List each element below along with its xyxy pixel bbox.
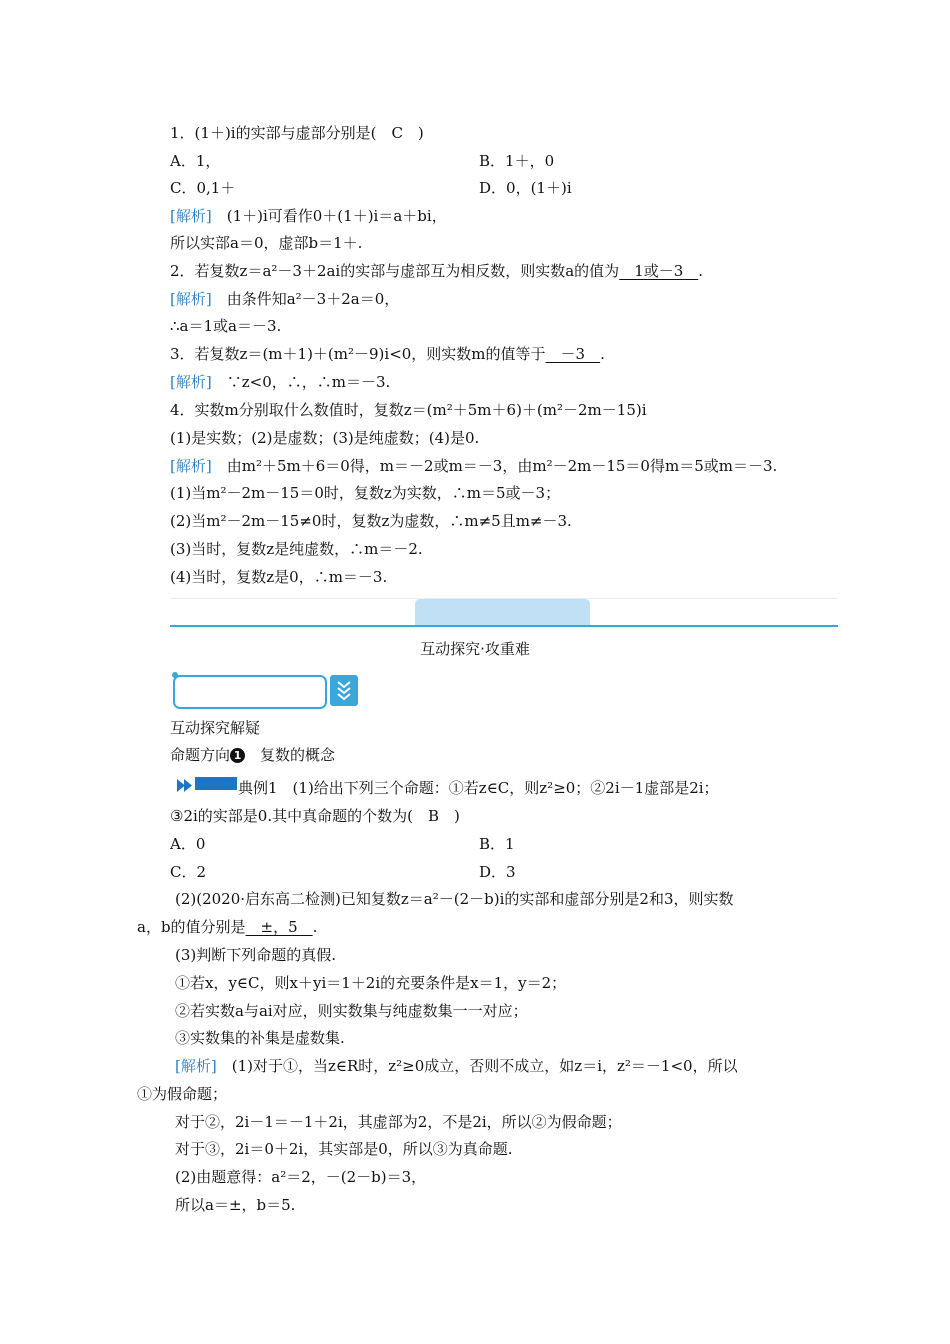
q4-stem: 4．实数m分别取什么数值时，复数z＝(m²＋5m＋6)＋(m²－2m－15)i [170, 401, 647, 419]
example-part-3-item-1: ①若x，y∈C，则x＋yi＝1＋2i的充要条件是x＝1，y＝2； [175, 974, 567, 992]
q3-stem [170, 344, 605, 364]
example-part-2-end: . [312, 918, 318, 936]
direction-label: 命题方向 [170, 746, 231, 764]
example-part-3-item-3: ③实数集的补集是虚数集. [175, 1029, 345, 1047]
example-solution-line-3: 对于②，2i－1＝－1＋2i，其虚部为2，不是2i，所以②为假命题； [175, 1113, 622, 1131]
q2-answer: 1或－3 [619, 262, 699, 280]
q2-solution-line-1 [170, 289, 399, 309]
analysis-tag: [解析] [170, 290, 212, 308]
section-divider [170, 625, 838, 627]
example-solution-line-6: 所以a＝±，b＝5. [175, 1196, 296, 1214]
example-line-2: ③2i的实部是0.其中真命题的个数为( B ) [170, 807, 460, 825]
section-tab [415, 599, 590, 625]
double-chevron-down-icon [330, 675, 358, 706]
section-title: 互动探究·攻重难 [420, 640, 530, 658]
q4-parts: (1)是实数；(2)是虚数；(3)是纯虚数；(4)是0. [170, 429, 480, 447]
q1-option-a: A．1， [170, 152, 221, 170]
example-part-3: (3)判断下列命题的真假. [175, 946, 337, 964]
analysis-tag: [解析] [170, 373, 212, 391]
q4-solution-line-3: (3)当时，复数z是纯虚数，∴m＝－2. [170, 540, 423, 558]
analysis-tag: [解析] [170, 207, 212, 225]
q3-answer: －3 [545, 345, 601, 363]
q1-solution-text-1: (1＋)i可看作0＋(1＋)i＝a＋bi， [211, 207, 447, 225]
fast-forward-icon [177, 778, 193, 796]
example-solution-line-1 [175, 1056, 738, 1076]
example-solution-line-4: 对于③，2i＝0＋2i，其实部是0，所以③为真命题. [175, 1140, 513, 1158]
example-part-2-answer: ±，5 [245, 918, 313, 936]
example-line-1 [238, 778, 719, 798]
q4-solution-line-4: (4)当时，复数z是0，∴m＝－3. [170, 568, 388, 586]
q3-stem-end: . [600, 345, 605, 363]
example-option-d: D．3 [479, 863, 516, 881]
analysis-tag: [解析] [170, 457, 212, 475]
q3-stem-text: 3．若复数z＝(m＋1)＋(m²－9)i<0，则实数m的值等于 [170, 345, 546, 363]
example-text-1: (1)给出下列三个命题：①若z∈C，则z²≥0；②2i－1虚部是2i； [277, 779, 719, 797]
example-part-3-item-2: ②若实数a与ai对应，则实数集与纯虚数集一一对应； [175, 1002, 528, 1020]
section-label-box [173, 675, 327, 709]
example-part-2-text: a，b的值分别是 [137, 918, 246, 936]
example-solution-line-2: ①为假命题； [137, 1085, 228, 1103]
example-solution-text-1: (1)对于①，当z∈R时，z²≥0成立，否则不成立，如z＝i，z²＝－1<0，所以 [216, 1057, 738, 1075]
q1-stem: 1．(1＋)i的实部与虚部分别是( C ) [170, 124, 424, 142]
analysis-tag: [解析] [175, 1057, 217, 1075]
q3-solution-text-1: ∵z<0，∴，∴m＝－3. [211, 373, 391, 391]
example-part-2-line-2 [137, 917, 317, 937]
direction-topic: 复数的概念 [245, 746, 336, 764]
direction-number: 1 [230, 748, 245, 763]
q4-solution-line-1: (1)当m²－2m－15＝0时，复数z为实数，∴m＝5或－3； [170, 484, 561, 502]
q2-solution-line-2: ∴a＝1或a＝－3. [170, 317, 282, 335]
q2-stem [170, 261, 703, 281]
q2-solution-text-1: 由条件知a²－3＋2a＝0， [211, 290, 400, 308]
q1-option-b: B．1＋，0 [479, 152, 555, 170]
q2-stem-text: 2．若复数z＝a²－3＋2ai的实部与虚部互为相反数，则实数a的值为 [170, 262, 620, 280]
example-part-2-line-1: (2)(2020·启东高二检测)已知复数z＝a²－(2－b)i的实部和虚部分别是2和3，则实数 [175, 890, 734, 908]
example-tag-bar [195, 777, 237, 790]
q1-solution-line-2: 所以实部a＝0，虚部b＝1＋. [170, 234, 363, 252]
example-option-c: C．2 [170, 863, 207, 881]
q4-solution-line-0 [170, 456, 777, 476]
proposition-direction [170, 745, 335, 765]
section-subtitle: 互动探究解疑 [170, 719, 261, 737]
q4-solution-line-2: (2)当m²－2m－15≠0时，复数z为虚数，∴m≠5且m≠－3. [170, 512, 572, 530]
q4-solution-text-0: 由m²＋5m＋6＝0得，m＝－2或m＝－3，由m²－2m－15＝0得m＝5或m＝－3. [211, 457, 778, 475]
example-solution-line-5: (2)由题意得：a²＝2，－(2－b)＝3， [175, 1168, 427, 1186]
example-option-a: A．0 [170, 835, 206, 853]
q2-stem-end: . [698, 262, 704, 280]
q1-option-d: D．0，(1＋)i [479, 179, 572, 197]
example-option-b: B．1 [479, 835, 515, 853]
example-label: 典例1 [238, 779, 278, 797]
q1-solution-line-1 [170, 206, 447, 226]
q1-option-c: C．0,1＋ [170, 179, 236, 197]
q3-solution-line-1 [170, 372, 390, 392]
